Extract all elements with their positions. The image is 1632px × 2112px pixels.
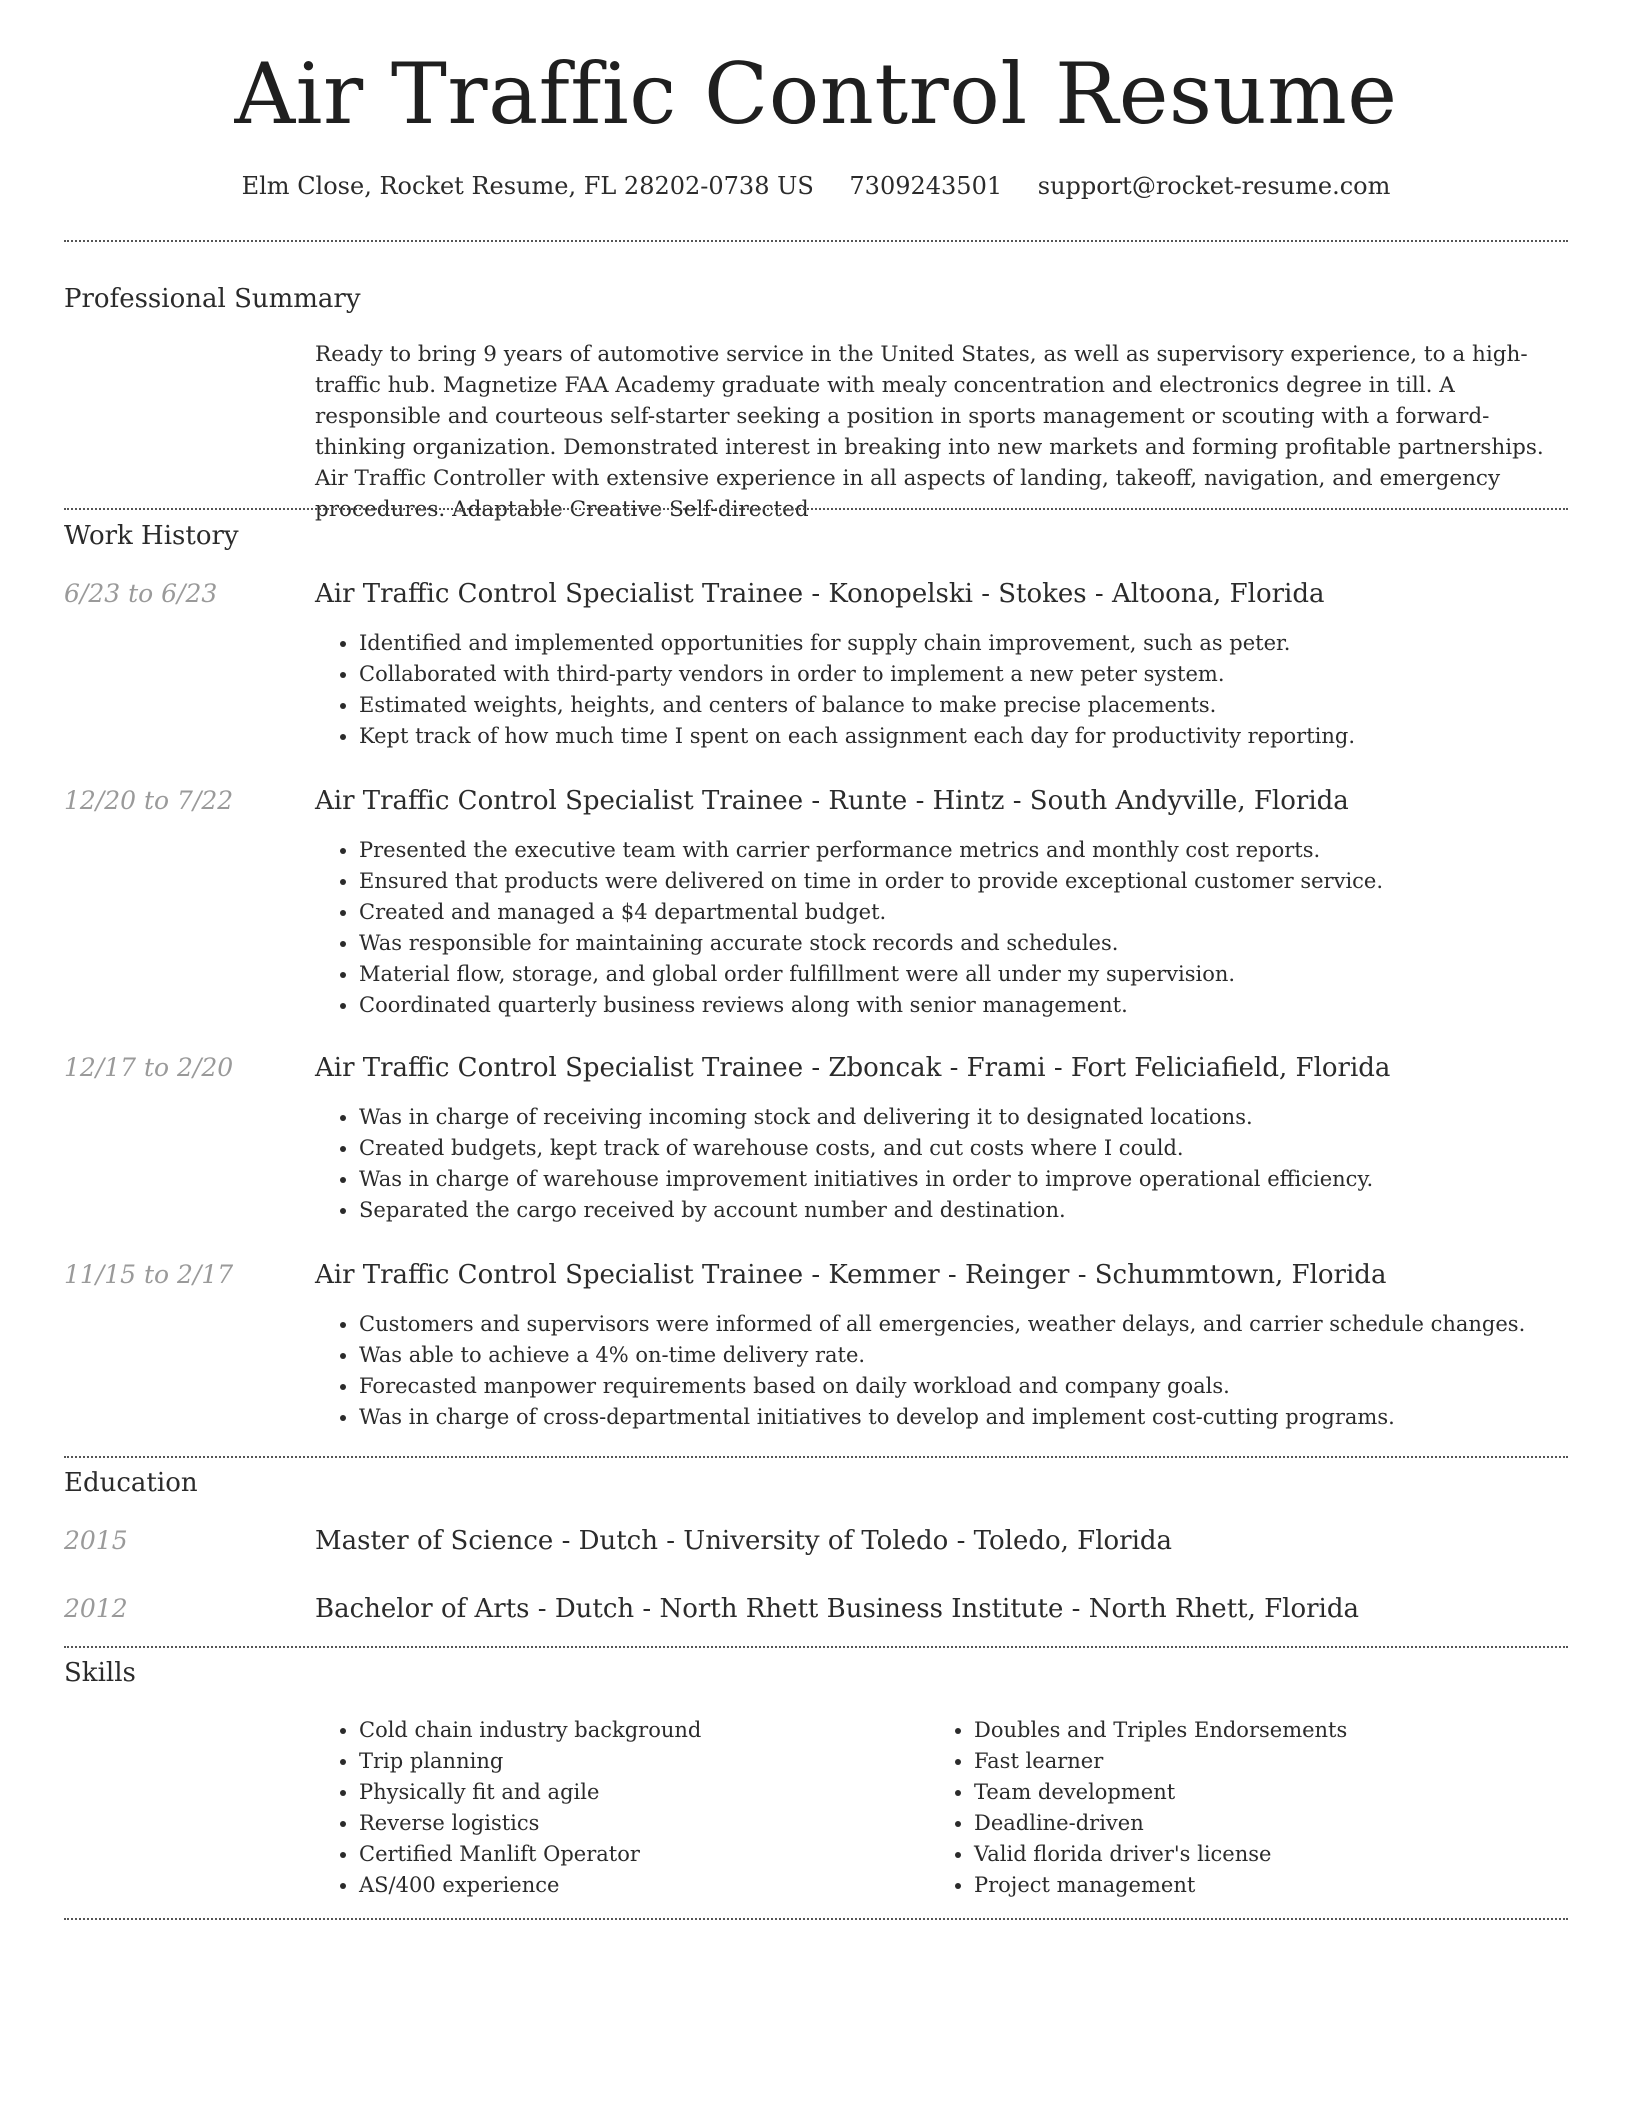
section-title-summary: Professional Summary	[64, 284, 361, 314]
skill-item: • Deadline-driven	[974, 1808, 1534, 1839]
skill-item: • Cold chain industry background	[359, 1715, 919, 1746]
skill-item: • Project management	[974, 1870, 1534, 1901]
skill-item: • Trip planning	[359, 1746, 919, 1777]
job-title: Air Traffic Control Specialist Trainee - Kemmer - Reinger - Schummtown, Florida	[315, 1260, 1387, 1290]
list-item: • Presented the executive team with carrier performance metrics and monthly cost reports.	[359, 835, 1383, 866]
section-title-skills: Skills	[64, 1658, 136, 1688]
contact-phone: 7309243501	[849, 172, 1003, 200]
job-dates: 12/17 to 2/20	[64, 1053, 234, 1082]
divider	[64, 1456, 1568, 1458]
divider	[64, 1918, 1568, 1920]
education-degree: Master of Science - Dutch - University of Toledo - Toledo, Florida	[315, 1526, 1173, 1556]
section-title-education: Education	[64, 1468, 198, 1498]
list-item: • Was in charge of receiving incoming stock and delivering it to designated locations.	[359, 1102, 1373, 1133]
job-dates: 11/15 to 2/17	[64, 1260, 234, 1289]
list-item: • Forecasted manpower requirements based on daily workload and company goals.	[359, 1371, 1525, 1402]
job-bullets	[315, 1309, 1525, 1433]
list-item: • Identified and implemented opportunities for supply chain improvement, such as peter.	[359, 628, 1355, 659]
section-title-work-history: Work History	[64, 521, 239, 551]
list-item: • Created and managed a $4 departmental budget.	[359, 897, 1383, 928]
skill-item: • AS/400 experience	[359, 1870, 919, 1901]
job-title: Air Traffic Control Specialist Trainee - Runte - Hintz - South Andyville, Florida	[315, 786, 1349, 816]
list-item: • Was in charge of cross-departmental initiatives to develop and implement cost-cutting programs.	[359, 1402, 1525, 1433]
list-item: • Was in charge of warehouse improvement initiatives in order to improve operational efficiency.	[359, 1164, 1373, 1195]
divider	[64, 240, 1568, 242]
list-item: • Coordinated quarterly business reviews along with senior management.	[359, 990, 1383, 1021]
list-item: • Collaborated with third-party vendors in order to implement a new peter system.	[359, 659, 1355, 690]
skill-item: • Physically fit and agile	[359, 1777, 919, 1808]
job-title: Air Traffic Control Specialist Trainee - Zboncak - Frami - Fort Feliciafield, Florida	[315, 1053, 1391, 1083]
list-item: • Kept track of how much time I spent on each assignment each day for productivity reporting.	[359, 721, 1355, 752]
divider	[64, 1646, 1568, 1648]
education-year: 2012	[64, 1594, 128, 1623]
skill-item: • Reverse logistics	[359, 1808, 919, 1839]
list-item: • Estimated weights, heights, and centers of balance to make precise placements.	[359, 690, 1355, 721]
skills-list-right	[930, 1715, 1534, 1901]
skill-item: • Team development	[974, 1777, 1534, 1808]
job-bullets	[315, 1102, 1373, 1226]
list-item: • Separated the cargo received by account number and destination.	[359, 1195, 1373, 1226]
job-bullets	[315, 628, 1355, 752]
education-year: 2015	[64, 1526, 128, 1555]
list-item: • Was responsible for maintaining accurate stock records and schedules.	[359, 928, 1383, 959]
contact-address: Elm Close, Rocket Resume, FL 28202-0738 US	[241, 172, 814, 200]
skill-item: • Valid florida driver's license	[974, 1839, 1534, 1870]
job-dates: 12/20 to 7/22	[64, 786, 234, 815]
list-item: • Customers and supervisors were informed of all emergencies, weather delays, and carrier schedule changes.	[359, 1309, 1525, 1340]
list-item: • Was able to achieve a 4% on-time delivery rate.	[359, 1340, 1525, 1371]
summary-text: Ready to bring 9 years of automotive service in the United States, as well as supervisory experience, to a high-traffic hub. Magnetize FAA Academy graduate with mealy concentration and electronics degree in till. A responsible and courteous self-starter seeking a position in sports management or scouting with a forward-thinking organization. Demonstrated interest in breaking into new markets and forming profitable partnerships. Air Traffic Controller with extensive experience in all aspects of landing, takeoff, navigation, and emergency procedures. Adaptable Creative Self-directed	[315, 342, 1544, 522]
job-title: Air Traffic Control Specialist Trainee - Konopelski - Stokes - Altoona, Florida	[315, 579, 1325, 609]
list-item: • Material flow, storage, and global order fulfillment were all under my supervision.	[359, 959, 1383, 990]
skills-list-left	[315, 1715, 919, 1901]
divider	[64, 508, 1568, 510]
skill-item: • Certified Manlift Operator	[359, 1839, 919, 1870]
list-item: • Created budgets, kept track of warehouse costs, and cut costs where I could.	[359, 1133, 1373, 1164]
contact-email: support@rocket-resume.com	[1037, 172, 1391, 200]
resume-title: Air Traffic Control Resume	[234, 45, 1398, 143]
contact-line	[64, 172, 1568, 200]
education-degree: Bachelor of Arts - Dutch - North Rhett Business Institute - North Rhett, Florida	[315, 1594, 1360, 1624]
skill-item: • Doubles and Triples Endorsements	[974, 1715, 1534, 1746]
list-item: • Ensured that products were delivered on time in order to provide exceptional customer service.	[359, 866, 1383, 897]
job-bullets	[315, 835, 1383, 1021]
skill-item: • Fast learner	[974, 1746, 1534, 1777]
job-dates: 6/23 to 6/23	[64, 579, 218, 608]
